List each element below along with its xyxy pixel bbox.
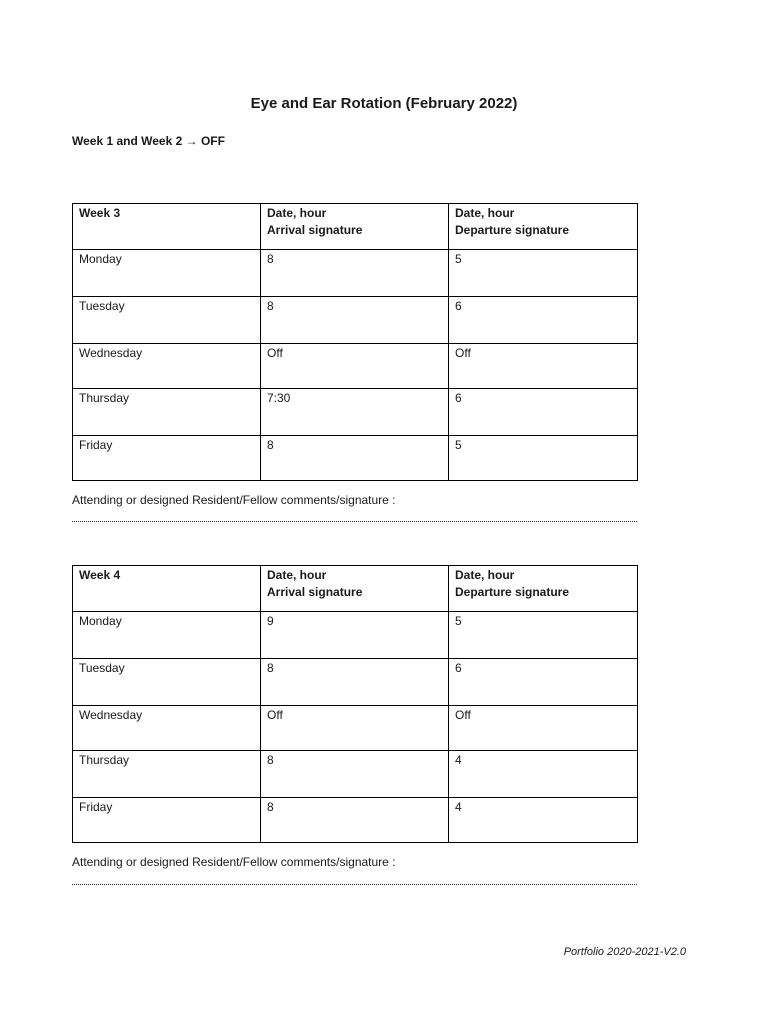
- day-cell: Thursday: [73, 389, 261, 436]
- day-cell: Friday: [73, 436, 261, 481]
- arrival-cell: 9: [261, 612, 449, 659]
- table-row: [73, 798, 638, 843]
- table-row: [73, 751, 638, 798]
- week-3-signature-line[interactable]: [72, 521, 637, 522]
- departure-cell: 5: [449, 436, 638, 481]
- arrival-header: [261, 566, 449, 612]
- departure-header: [449, 204, 638, 250]
- day-cell: Tuesday: [73, 659, 261, 706]
- departure-cell: Off: [449, 706, 638, 751]
- departure-header-line1: Date, hour: [455, 568, 515, 582]
- week-3-comment-label: Attending or designed Resident/Fellow comments/signature :: [72, 493, 396, 507]
- day-cell: Wednesday: [73, 344, 261, 389]
- arrival-cell: 7:30: [261, 389, 449, 436]
- weeks-off-label: Week 1 and Week 2: [72, 134, 183, 148]
- day-cell: Friday: [73, 798, 261, 843]
- arrival-cell: 8: [261, 659, 449, 706]
- arrival-cell: 8: [261, 798, 449, 843]
- departure-cell: Off: [449, 344, 638, 389]
- week-4-comment-label: Attending or designed Resident/Fellow comments/signature :: [72, 855, 396, 869]
- departure-header: [449, 566, 638, 612]
- week-4-table: [72, 565, 638, 843]
- arrival-cell: 8: [261, 250, 449, 297]
- arrival-header: [261, 204, 449, 250]
- departure-cell: 6: [449, 659, 638, 706]
- arrival-header-line1: Date, hour: [267, 568, 327, 582]
- day-cell: Tuesday: [73, 297, 261, 344]
- departure-cell: 5: [449, 250, 638, 297]
- table-header-row: [73, 204, 638, 250]
- table-row: [73, 344, 638, 389]
- table-header-row: [73, 566, 638, 612]
- departure-header-line2: Departure signature: [455, 223, 570, 237]
- table-row: [73, 659, 638, 706]
- table-row: [73, 706, 638, 751]
- departure-cell: 6: [449, 389, 638, 436]
- day-cell: Monday: [73, 612, 261, 659]
- weeks-off-value: OFF: [200, 134, 225, 148]
- departure-cell: 4: [449, 798, 638, 843]
- week-label: Week 4: [73, 566, 261, 612]
- arrow-right-icon: →: [185, 134, 198, 148]
- departure-cell: 5: [449, 612, 638, 659]
- week-label: Week 3: [73, 204, 261, 250]
- page-title: Eye and Ear Rotation (February 2022): [250, 95, 518, 112]
- departure-header-line2: Departure signature: [455, 585, 570, 599]
- portfolio-version-footer: Portfolio 2020-2021-V2.0: [563, 946, 686, 958]
- table-row: [73, 297, 638, 344]
- table-row: [73, 389, 638, 436]
- arrival-header-line1: Date, hour: [267, 206, 327, 220]
- departure-header-line1: Date, hour: [455, 206, 515, 220]
- day-cell: Thursday: [73, 751, 261, 798]
- arrival-cell: Off: [261, 706, 449, 751]
- table-row: [73, 612, 638, 659]
- departure-cell: 6: [449, 297, 638, 344]
- arrival-cell: 8: [261, 297, 449, 344]
- day-cell: Wednesday: [73, 706, 261, 751]
- arrival-header-line2: Arrival signature: [267, 585, 363, 599]
- arrival-cell: Off: [261, 344, 449, 389]
- weeks-off-note: [72, 134, 225, 148]
- day-cell: Monday: [73, 250, 261, 297]
- arrival-header-line2: Arrival signature: [267, 223, 363, 237]
- departure-cell: 4: [449, 751, 638, 798]
- week-4-signature-line[interactable]: [72, 884, 637, 885]
- table-row: [73, 250, 638, 297]
- table-row: [73, 436, 638, 481]
- week-3-table: [72, 203, 638, 481]
- arrival-cell: 8: [261, 436, 449, 481]
- arrival-cell: 8: [261, 751, 449, 798]
